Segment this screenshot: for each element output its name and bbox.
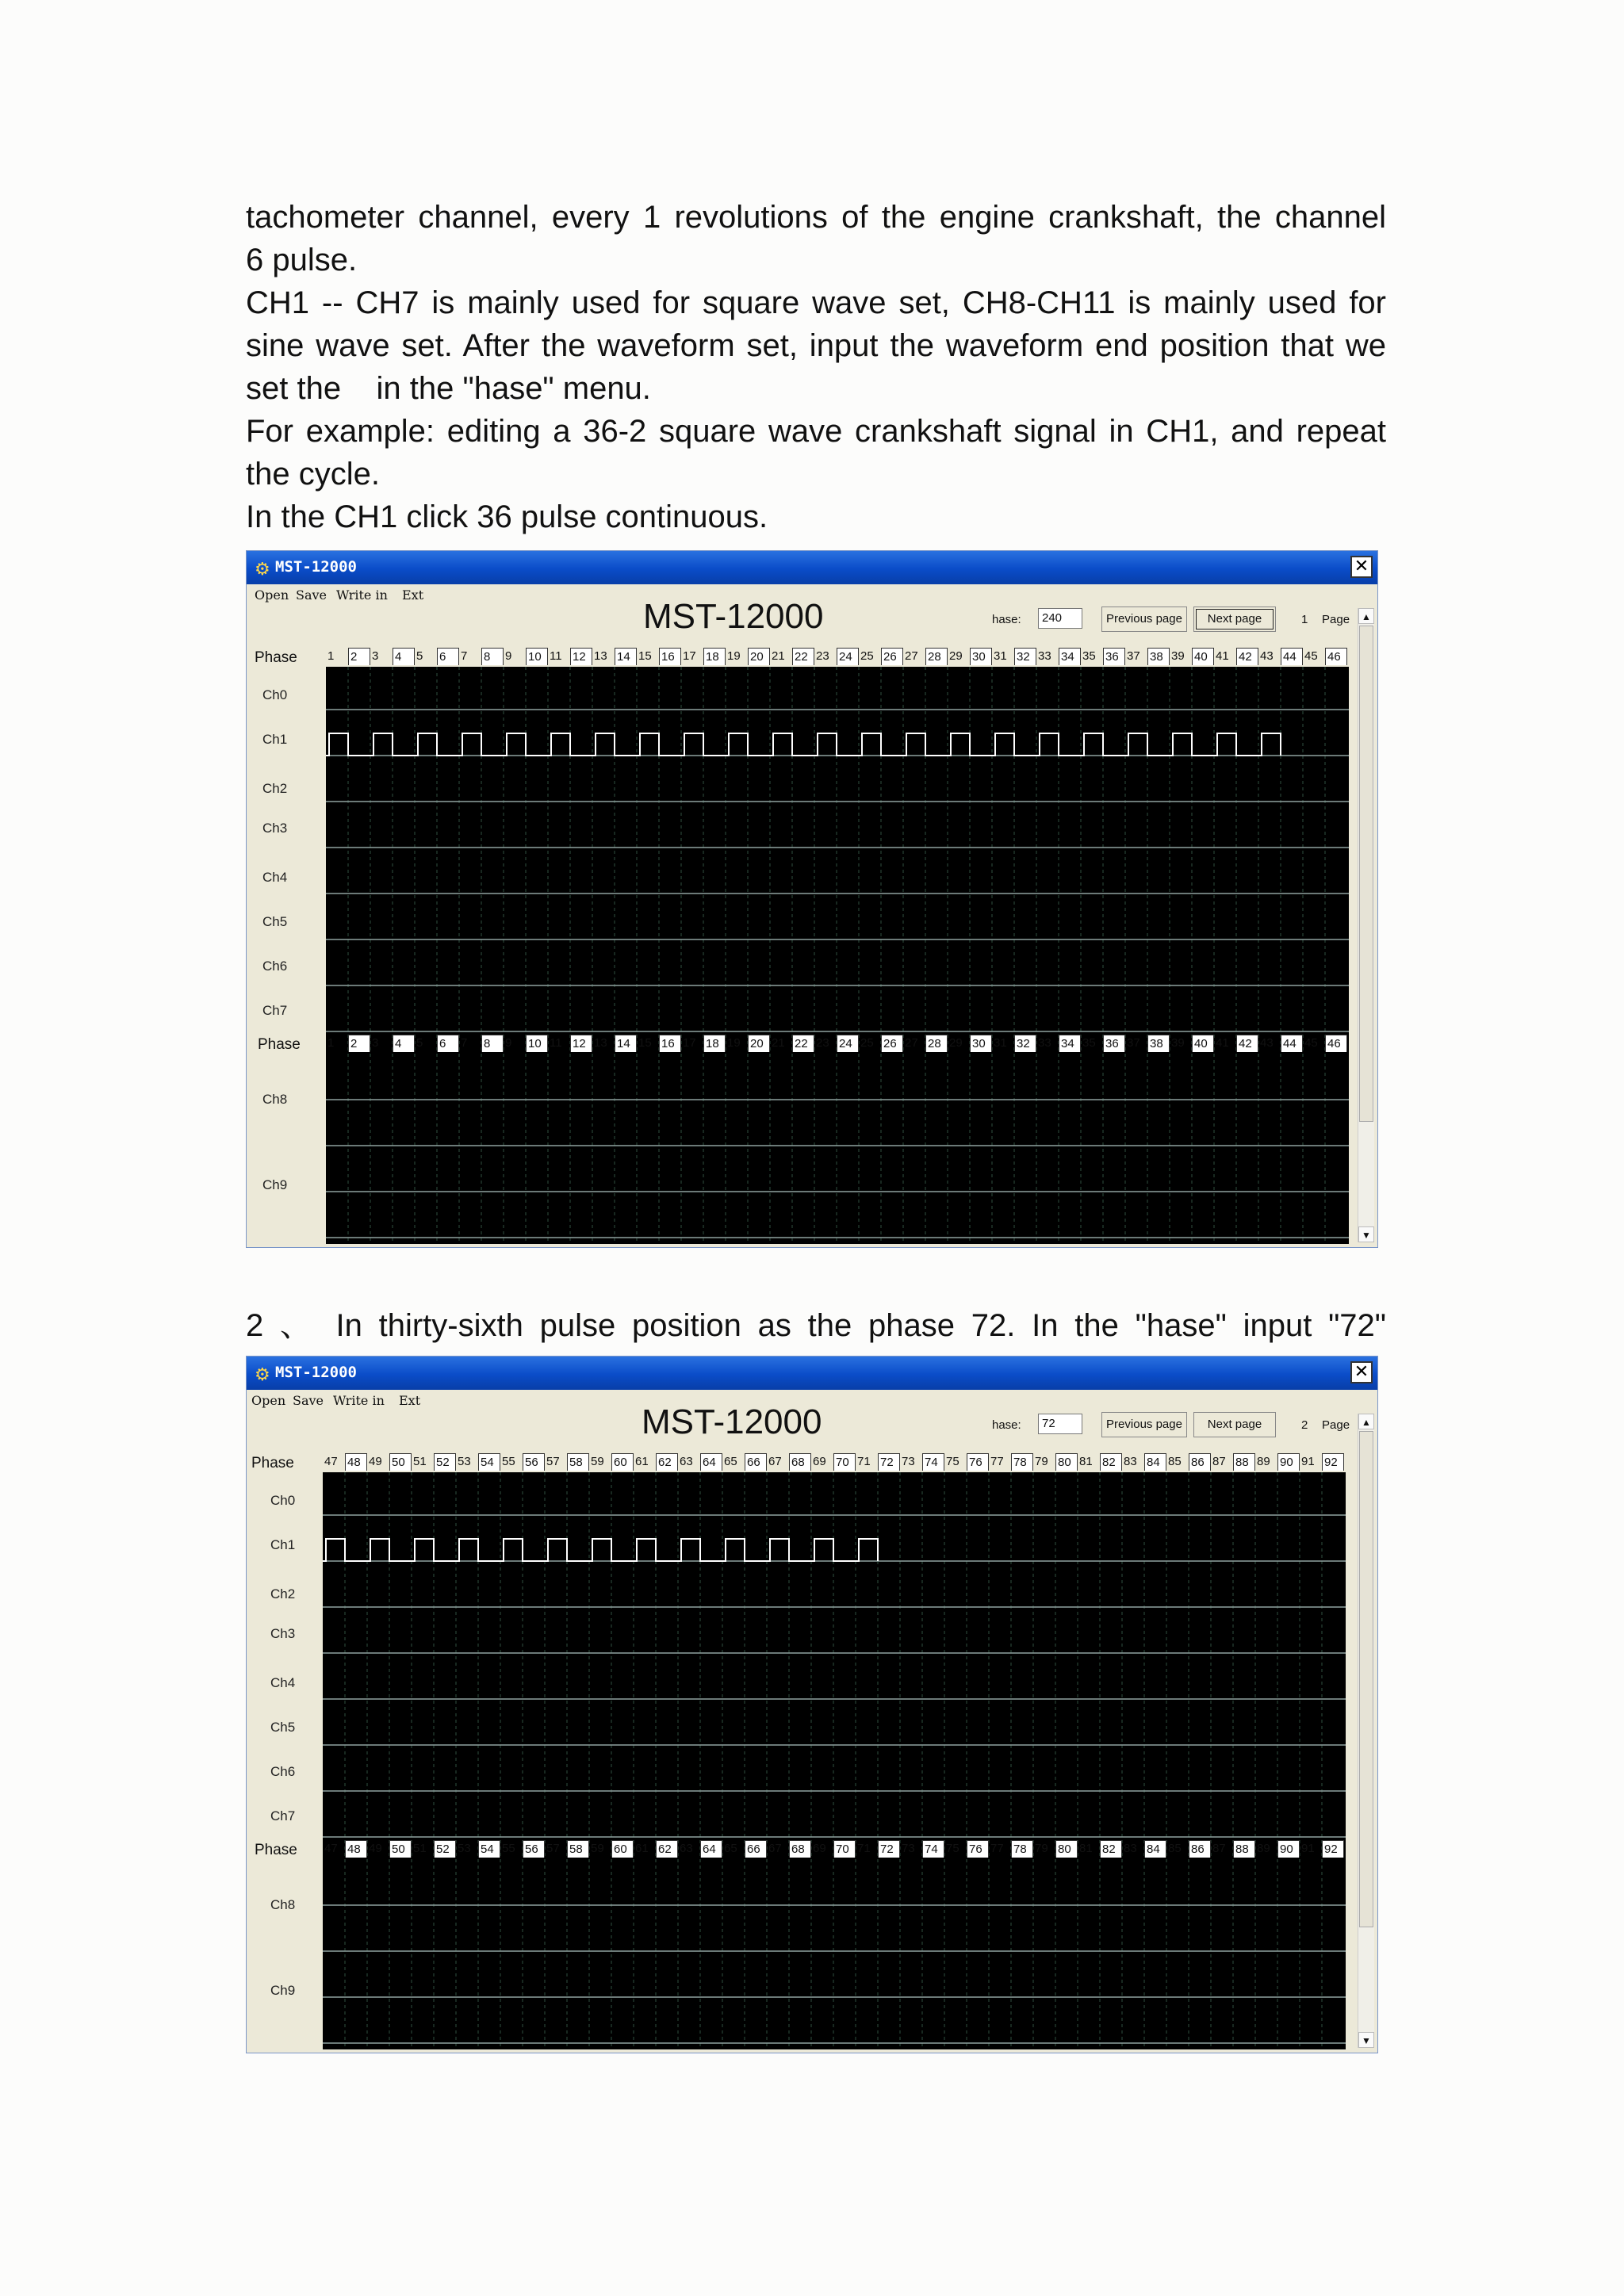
phase-cell: 55	[502, 1455, 515, 1468]
phase-cell: 66	[745, 1453, 767, 1471]
phase-cell: 79	[1035, 1842, 1048, 1855]
phase-cell: 85	[1168, 1842, 1182, 1855]
app-logo-icon: ⚙	[255, 1364, 270, 1384]
phase-header-row-lower	[326, 1035, 1349, 1054]
phase-cell: 1	[327, 649, 335, 663]
phase-cell: 84	[1144, 1453, 1166, 1471]
phase-cell: 64	[700, 1840, 722, 1858]
phase-cell: 74	[922, 1453, 944, 1471]
phase-cell: 23	[816, 1036, 829, 1050]
phase-cell: 27	[905, 1036, 918, 1050]
scroll-up-icon[interactable]: ▲	[1358, 608, 1374, 624]
phase-cell: 27	[905, 649, 918, 663]
phase-cell: 5	[416, 649, 423, 663]
phase-cell: 87	[1212, 1455, 1226, 1468]
phase-cell: 9	[505, 1036, 512, 1050]
phase-cell: 76	[967, 1840, 989, 1858]
phase-cell: 4	[393, 648, 415, 665]
phase-cell: 31	[994, 649, 1007, 663]
phase-cell: 29	[949, 649, 963, 663]
phase-cell: 74	[922, 1840, 944, 1858]
phase-cell: 50	[389, 1453, 412, 1471]
phase-cell: 56	[523, 1453, 545, 1471]
channel-label-ch9: Ch9	[270, 1983, 296, 1998]
phase-cell: 34	[1059, 648, 1081, 665]
paragraph: sine wave set. After the waveform set, input the waveform end position that we	[246, 328, 1386, 363]
phase-cell: 79	[1035, 1455, 1048, 1468]
phase-header-row	[323, 1453, 1346, 1472]
channel-label-ch6: Ch6	[270, 1764, 296, 1779]
channel-label-ch0: Ch0	[270, 1493, 296, 1508]
phase-cell: 58	[567, 1840, 589, 1858]
app-window-page-2	[246, 1356, 1378, 2053]
menu-open[interactable]: Open	[255, 587, 289, 603]
phase-cell: 83	[1124, 1842, 1137, 1855]
phase-cell: 15	[638, 649, 652, 663]
phase-cell: 89	[1257, 1842, 1270, 1855]
phase-cell: 45	[1304, 649, 1318, 663]
phase-label-lower: Phase	[255, 1842, 297, 1858]
phase-cell: 23	[816, 649, 829, 663]
phase-cell: 71	[857, 1455, 871, 1468]
phase-cell: 55	[502, 1842, 515, 1855]
phase-cell: 6	[437, 648, 459, 665]
phase-cell: 2	[348, 648, 370, 665]
phase-cell: 46	[1325, 648, 1347, 665]
menu-write-in[interactable]: Write in	[336, 587, 388, 603]
phase-cell: 42	[1236, 648, 1258, 665]
phase-cell: 73	[902, 1455, 915, 1468]
phase-cell: 41	[1216, 1036, 1229, 1050]
channel-label-ch4: Ch4	[270, 1675, 296, 1690]
phase-cell: 63	[680, 1455, 693, 1468]
paragraph: In the CH1 click 36 pulse continuous.	[246, 499, 768, 534]
paragraph: CH1 -- CH7 is mainly used for square wave set, CH8-CH11 is mainly used for	[246, 285, 1386, 320]
next-page-button[interactable]: Next page	[1193, 1412, 1276, 1437]
phase-cell: 67	[768, 1842, 782, 1855]
app-window-page-1	[246, 550, 1378, 1248]
phase-cell: 10	[526, 648, 548, 665]
phase-cell: 86	[1189, 1453, 1211, 1471]
phase-cell: 80	[1055, 1840, 1078, 1858]
phase-cell: 12	[570, 1035, 592, 1052]
phase-cell: 47	[324, 1455, 338, 1468]
phase-cell: 66	[745, 1840, 767, 1858]
phase-cell: 7	[461, 649, 468, 663]
channel-label-ch5: Ch5	[270, 1720, 296, 1735]
channel-label-ch1: Ch1	[262, 732, 288, 747]
phase-cell: 44	[1281, 1035, 1303, 1052]
phase-cell: 86	[1189, 1840, 1211, 1858]
phase-cell: 32	[1014, 1035, 1036, 1052]
channel-label-ch4: Ch4	[262, 870, 288, 885]
phase-cell: 51	[413, 1842, 427, 1855]
scroll-down-icon[interactable]: ▼	[1358, 1226, 1374, 1242]
menu-ext[interactable]: Ext	[402, 587, 424, 603]
intro-text	[246, 196, 1386, 538]
phase-cell: 14	[615, 648, 637, 665]
phase-cell: 17	[683, 1036, 696, 1050]
menu-ext[interactable]: Ext	[399, 1393, 421, 1408]
hase-label: hase:	[992, 1418, 1021, 1432]
hase-label: hase:	[992, 613, 1021, 626]
phase-cell: 67	[768, 1455, 782, 1468]
phase-cell: 22	[792, 648, 814, 665]
phase-cell: 78	[1011, 1453, 1033, 1471]
phase-cell: 91	[1301, 1455, 1315, 1468]
channel-label-ch8: Ch8	[270, 1897, 296, 1912]
phase-cell: 30	[970, 1035, 992, 1052]
phase-cell: 60	[611, 1840, 634, 1858]
phase-cell: 72	[878, 1453, 900, 1471]
channel-plot-bottom[interactable]	[323, 1859, 1346, 2049]
phase-header-row	[326, 648, 1349, 667]
phase-cell: 65	[724, 1842, 737, 1855]
phase-cell: 51	[413, 1455, 427, 1468]
phase-cell: 3	[372, 1036, 379, 1050]
channel-label-ch3: Ch3	[262, 821, 288, 836]
step-text	[246, 1304, 1386, 1347]
phase-cell: 81	[1079, 1455, 1093, 1468]
phase-cell: 38	[1147, 1035, 1170, 1052]
phase-cell: 61	[635, 1842, 649, 1855]
scroll-down-icon[interactable]: ▼	[1358, 2032, 1374, 2048]
paragraph: set the in the "hase" menu.	[246, 371, 651, 406]
phase-cell: 33	[1038, 1036, 1051, 1050]
menu-write-in[interactable]: Write in	[333, 1393, 385, 1408]
channel-label-ch2: Ch2	[262, 781, 288, 796]
channel-label-ch8: Ch8	[262, 1092, 288, 1107]
phase-cell: 77	[990, 1455, 1004, 1468]
previous-page-button[interactable]: Previous page	[1101, 607, 1187, 632]
phase-cell: 36	[1103, 648, 1125, 665]
paragraph: 6 pulse.	[246, 243, 358, 277]
phase-cell: 25	[860, 1036, 874, 1050]
phase-cell: 16	[659, 1035, 681, 1052]
channel-label-ch9: Ch9	[262, 1177, 288, 1192]
phase-cell: 87	[1212, 1842, 1226, 1855]
phase-cell: 37	[1127, 649, 1140, 663]
next-page-button[interactable]: Next page	[1193, 607, 1276, 632]
phase-cell: 52	[434, 1453, 456, 1471]
close-button[interactable]	[1350, 556, 1373, 578]
phase-cell: 49	[369, 1455, 382, 1468]
phase-cell: 90	[1277, 1840, 1300, 1858]
phase-cell: 11	[550, 649, 562, 663]
phase-cell: 13	[594, 1036, 607, 1050]
phase-cell: 71	[857, 1842, 871, 1855]
phase-cell: 26	[881, 648, 903, 665]
phase-cell: 12	[570, 648, 592, 665]
phase-cell: 35	[1082, 1036, 1096, 1050]
close-icon: ✕	[1354, 557, 1369, 576]
phase-cell: 44	[1281, 648, 1303, 665]
channel-label-ch7: Ch7	[270, 1808, 296, 1823]
close-icon: ✕	[1354, 1362, 1369, 1382]
phase-cell: 52	[434, 1840, 456, 1858]
phase-cell: 37	[1127, 1036, 1140, 1050]
phase-cell: 75	[946, 1842, 959, 1855]
phase-cell: 21	[772, 1036, 785, 1050]
phase-cell: 25	[860, 649, 874, 663]
phase-cell: 9	[505, 649, 512, 663]
phase-cell: 3	[372, 649, 379, 663]
phase-cell: 38	[1147, 648, 1170, 665]
page-number: 2	[1301, 1418, 1308, 1432]
phase-cell: 82	[1100, 1840, 1122, 1858]
phase-cell: 59	[591, 1455, 604, 1468]
phase-cell: 62	[656, 1840, 678, 1858]
phase-cell: 69	[813, 1842, 826, 1855]
phase-cell: 15	[638, 1036, 652, 1050]
phase-cell: 65	[724, 1455, 737, 1468]
ch1-square-wave	[326, 733, 1281, 756]
phase-cell: 82	[1100, 1453, 1122, 1471]
page-label: Page	[1322, 613, 1350, 626]
phase-cell: 53	[458, 1455, 471, 1468]
paragraph: tachometer channel, every 1 revolutions of the engine crankshaft, the channel	[246, 200, 1386, 235]
phase-cell: 33	[1038, 649, 1051, 663]
ch1-square-wave	[323, 1539, 878, 1561]
phase-cell: 30	[970, 648, 992, 665]
phase-cell: 6	[437, 1035, 459, 1052]
phase-cell: 85	[1168, 1455, 1182, 1468]
channel-label-ch0: Ch0	[262, 687, 288, 702]
page-number: 1	[1301, 613, 1308, 626]
plot-grid	[323, 1859, 1346, 2049]
plot-grid	[326, 1054, 1349, 1244]
phase-cell: 31	[994, 1036, 1007, 1050]
app-logo-icon: ⚙	[255, 559, 270, 579]
vertical-scrollbar[interactable]	[1358, 1414, 1374, 2048]
phase-cell: 8	[481, 648, 504, 665]
phase-cell: 54	[478, 1840, 500, 1858]
previous-page-button[interactable]: Previous page	[1101, 1412, 1187, 1437]
phase-cell: 47	[324, 1842, 338, 1855]
page-label: Page	[1322, 1418, 1350, 1432]
phase-cell: 46	[1325, 1035, 1347, 1052]
phase-cell: 19	[727, 1036, 741, 1050]
phase-cell: 64	[700, 1453, 722, 1471]
channel-label-ch2: Ch2	[270, 1586, 296, 1601]
phase-cell: 92	[1322, 1840, 1344, 1858]
phase-cell: 10	[526, 1035, 548, 1052]
phase-cell: 39	[1171, 649, 1185, 663]
phase-cell: 35	[1082, 649, 1096, 663]
phase-cell: 70	[833, 1453, 856, 1471]
phase-cell: 14	[615, 1035, 637, 1052]
vertical-scrollbar[interactable]	[1358, 608, 1374, 1242]
plot-grid	[323, 1472, 1346, 1859]
phase-cell: 45	[1304, 1036, 1318, 1050]
phase-cell: 92	[1322, 1453, 1344, 1471]
phase-cell: 29	[949, 1036, 963, 1050]
phase-cell: 50	[389, 1840, 412, 1858]
channel-label-ch1: Ch1	[270, 1537, 296, 1552]
window-title: MST-12000	[275, 1364, 357, 1381]
phase-cell: 20	[748, 1035, 770, 1052]
phase-cell: 4	[393, 1035, 415, 1052]
channel-plot-bottom[interactable]	[326, 1054, 1349, 1244]
phase-cell: 36	[1103, 1035, 1125, 1052]
paragraph: 2 、 In thirty-sixth pulse position as the phase 72. In the "hase" input "72"	[246, 1308, 1386, 1343]
phase-cell: 89	[1257, 1455, 1270, 1468]
scroll-up-icon[interactable]: ▲	[1358, 1414, 1374, 1429]
phase-cell: 24	[837, 1035, 859, 1052]
app-title: MST-12000	[642, 1402, 822, 1441]
phase-cell: 69	[813, 1455, 826, 1468]
phase-cell: 58	[567, 1453, 589, 1471]
menu-open[interactable]: Open	[251, 1393, 286, 1408]
hase-input[interactable]: 240	[1038, 608, 1082, 629]
plot-grid	[326, 667, 1349, 1054]
phase-cell: 1	[327, 1036, 335, 1050]
phase-cell: 75	[946, 1455, 959, 1468]
phase-cell: 57	[546, 1842, 560, 1855]
phase-cell: 5	[416, 1036, 423, 1050]
phase-cell: 28	[925, 648, 948, 665]
title-bar	[247, 1357, 1377, 1390]
title-bar	[247, 551, 1377, 584]
phase-cell: 8	[481, 1035, 504, 1052]
phase-cell: 17	[683, 649, 696, 663]
phase-label: Phase	[255, 649, 297, 666]
phase-cell: 62	[656, 1453, 678, 1471]
phase-cell: 21	[772, 649, 785, 663]
phase-cell: 57	[546, 1455, 560, 1468]
phase-cell: 16	[659, 648, 681, 665]
channel-label-ch5: Ch5	[262, 914, 288, 929]
phase-cell: 49	[369, 1842, 382, 1855]
scroll-thumb[interactable]	[1359, 1431, 1373, 1927]
phase-cell: 41	[1216, 649, 1229, 663]
phase-cell: 72	[878, 1840, 900, 1858]
phase-cell: 19	[727, 649, 741, 663]
phase-cell: 83	[1124, 1455, 1137, 1468]
channel-plot-top[interactable]	[326, 667, 1349, 1054]
phase-cell: 24	[837, 648, 859, 665]
phase-cell: 70	[833, 1840, 856, 1858]
phase-cell: 63	[680, 1842, 693, 1855]
phase-cell: 32	[1014, 648, 1036, 665]
phase-cell: 78	[1011, 1840, 1033, 1858]
phase-cell: 56	[523, 1840, 545, 1858]
phase-cell: 80	[1055, 1453, 1078, 1471]
scroll-thumb[interactable]	[1359, 626, 1373, 1122]
phase-header-row-lower	[323, 1840, 1346, 1859]
phase-cell: 2	[348, 1035, 370, 1052]
phase-cell: 13	[594, 649, 607, 663]
phase-cell: 40	[1192, 1035, 1214, 1052]
channel-label-ch7: Ch7	[262, 1003, 288, 1018]
phase-cell: 61	[635, 1455, 649, 1468]
phase-cell: 48	[345, 1840, 367, 1858]
phase-cell: 26	[881, 1035, 903, 1052]
phase-cell: 34	[1059, 1035, 1081, 1052]
phase-cell: 18	[703, 648, 726, 665]
phase-cell: 22	[792, 1035, 814, 1052]
window-title: MST-12000	[275, 558, 357, 576]
phase-cell: 76	[967, 1453, 989, 1471]
phase-label: Phase	[251, 1455, 294, 1471]
phase-cell: 73	[902, 1842, 915, 1855]
phase-cell: 42	[1236, 1035, 1258, 1052]
phase-cell: 7	[461, 1036, 468, 1050]
phase-cell: 11	[550, 1036, 562, 1050]
phase-label-lower: Phase	[258, 1036, 301, 1053]
channel-label-ch6: Ch6	[262, 959, 288, 974]
paragraph: For example: editing a 36-2 square wave crankshaft signal in CH1, and repeat	[246, 414, 1386, 449]
phase-cell: 68	[789, 1840, 811, 1858]
app-title: MST-12000	[643, 597, 824, 636]
phase-cell: 40	[1192, 648, 1214, 665]
phase-cell: 48	[345, 1453, 367, 1471]
channel-label-ch3: Ch3	[270, 1626, 296, 1641]
phase-cell: 88	[1233, 1840, 1255, 1858]
phase-cell: 88	[1233, 1453, 1255, 1471]
close-button[interactable]	[1350, 1361, 1373, 1383]
phase-cell: 39	[1171, 1036, 1185, 1050]
phase-cell: 59	[591, 1842, 604, 1855]
phase-cell: 91	[1301, 1842, 1315, 1855]
paragraph: the cycle.	[246, 457, 380, 492]
phase-cell: 28	[925, 1035, 948, 1052]
phase-cell: 18	[703, 1035, 726, 1052]
phase-cell: 81	[1079, 1842, 1093, 1855]
menu-save[interactable]: Save	[296, 587, 327, 603]
phase-cell: 68	[789, 1453, 811, 1471]
menu-save[interactable]: Save	[293, 1393, 324, 1408]
phase-cell: 43	[1260, 1036, 1274, 1050]
phase-cell: 60	[611, 1453, 634, 1471]
phase-cell: 54	[478, 1453, 500, 1471]
phase-cell: 90	[1277, 1453, 1300, 1471]
phase-cell: 53	[458, 1842, 471, 1855]
hase-input[interactable]: 72	[1038, 1414, 1082, 1434]
channel-plot-top[interactable]	[323, 1472, 1346, 1859]
phase-cell: 84	[1144, 1840, 1166, 1858]
phase-cell: 43	[1260, 649, 1274, 663]
phase-cell: 77	[990, 1842, 1004, 1855]
phase-cell: 20	[748, 648, 770, 665]
